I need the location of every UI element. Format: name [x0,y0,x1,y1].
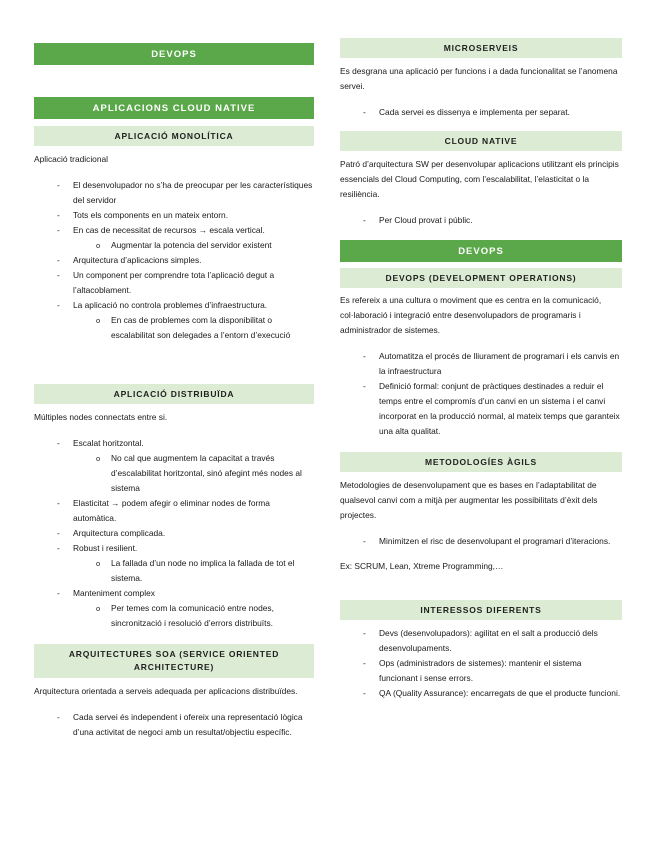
sub-list-item: o En cas de problemes com la disponibilitat o escalabilitat son delegades a l’entorn d’execució [34,313,314,343]
microserveis-list [340,105,622,120]
list-item: - En cas de necessitat de recursos → escala vertical. [34,223,314,238]
list-item: - Minimitzen el risc de desenvolupant el programari d’iteracions. [340,534,622,549]
sub-list-item: o Per temes com la comunicació entre nodes, sincronització i resolució d’errors distribuïts. [34,601,314,631]
monolitica-list [34,178,314,343]
metodologies-text: Metodologies de desenvolupament que es bases en l’adaptabilitat de qualsevol canvi com a mitjà per augmentar les possibilitats d’èxit dels projectes. [340,480,598,520]
cloud-native-section [340,157,622,228]
soa-heading [34,644,314,678]
distribuida-intro: Múltiples nodes connectats entre si. [34,412,168,422]
monolitica-section [34,152,314,343]
cloud-native-heading: CLOUD NATIVE [340,131,622,151]
metodologies-list [340,534,622,549]
sub-list-item: o Augmentar la potencia del servidor existent [34,238,314,253]
distribuida-section [34,410,314,631]
cloud-native-list [340,213,622,228]
devops-dev-list [340,349,622,439]
devops-dev-section [340,293,622,439]
list-item: - Un component per comprendre tota l’aplicació degut a l’altacoblament. [34,268,314,298]
list-item: - Cada servei és independent i ofereix una representació lògica d’una activitat de negoci amb un resultat/objectiu específic. [34,710,314,740]
soa-list [34,710,314,740]
metodologies-heading: METODOLOGÍES ÀGILS [340,452,622,472]
cloud-native-apps-heading: APLICACIONS CLOUD NATIVE [34,97,314,119]
list-item: - Devs (desenvolupadors): agilitat en el salt a producció dels desenvolupaments. [340,626,622,656]
list-item: - Ops (administradors de sistemes): mantenir el sistema funcionant i sense errors. [340,656,622,686]
cloud-native-text: Patró d’arquitectura SW per desenvolupar aplicacions utilitzant els principis essencials del Cloud Computing, com l’escalabilitat, l’elasticitat o la resiliència. [340,159,619,199]
list-item: - QA (Quality Assurance): encarregats de que el producte funcioni. [340,686,622,701]
list-item: - Per Cloud provat i públic. [340,213,622,228]
devops-dev-heading: DEVOPS (DEVELOPMENT OPERATIONS) [340,268,622,288]
list-item: - Automatitza el procés de lliurament de programari i els canvis en la infraestructura [340,349,622,379]
list-item: - Elasticitat → podem afegir o eliminar nodes de forma automàtica. [34,496,314,526]
list-item: - Definició formal: conjunt de pràctiques destinades a reduir el temps entre el compromís d’un canvi en un sistema i el canvi incorporat en la producció normal, al mateix temps que garanteix una alta qualitat. [340,379,622,439]
monolitica-heading: APLICACIÓ MONOLÍTICA [34,126,314,146]
devops-right-heading: DEVOPS [340,240,622,262]
microserveis-heading: MICROSERVEIS [340,38,622,58]
monolitica-intro: Aplicació tradicional [34,154,109,164]
list-item: - El desenvolupador no s’ha de preocupar per les característiques del servidor [34,178,314,208]
list-item: - Arquitectura d’aplicacions simples. [34,253,314,268]
metodologies-section [340,478,622,574]
sub-list-item: o No cal que augmentem la capacitat a través d’escalabilitat horitzontal, sinó afegint més nodes al sistema [34,451,314,496]
list-item: - Tots els components en un mateix entorn. [34,208,314,223]
devops-heading: DEVOPS [34,43,314,65]
soa-heading-line2: ARCHITECTURE) [133,662,215,672]
list-item: - Escalat horitzontal. [34,436,314,451]
soa-section [34,684,314,740]
soa-heading-line1: ARQUITECTURES SOA (SERVICE ORIENTED [68,649,280,659]
sub-list-item: o La fallada d’un node no implica la fallada de tot el sistema. [34,556,314,586]
interessos-section [340,626,622,701]
list-item: - Cada servei es dissenya e implementa per separat. [340,105,622,120]
soa-intro: Arquitectura orientada a serveis adequada per aplicacions distribuïdes. [34,686,298,696]
interessos-heading: INTERESSOS DIFERENTS [340,600,622,620]
metodologies-example: Ex: SCRUM, Lean, Xtreme Programming,… [340,561,504,571]
distribuida-heading: APLICACIÓ DISTRIBUÏDA [34,384,314,404]
interessos-list [340,626,622,701]
microserveis-section [340,64,622,120]
list-item: - Robust i resilient. [34,541,314,556]
distribuida-list [34,436,314,631]
devops-dev-text: Es refereix a una cultura o moviment que es centra en la comunicació, col·laboració i integració entre desenvolupadors de programaris i administrador de sistemes. [340,295,602,335]
list-item: - La aplicació no controla problemes d’infraestructura. [34,298,314,313]
list-item: - Manteniment complex [34,586,314,601]
list-item: - Arquitectura complicada. [34,526,314,541]
microserveis-text: Es desgrana una aplicació per funcions i a dada funcionalitat se l’anomena servei. [340,66,618,91]
